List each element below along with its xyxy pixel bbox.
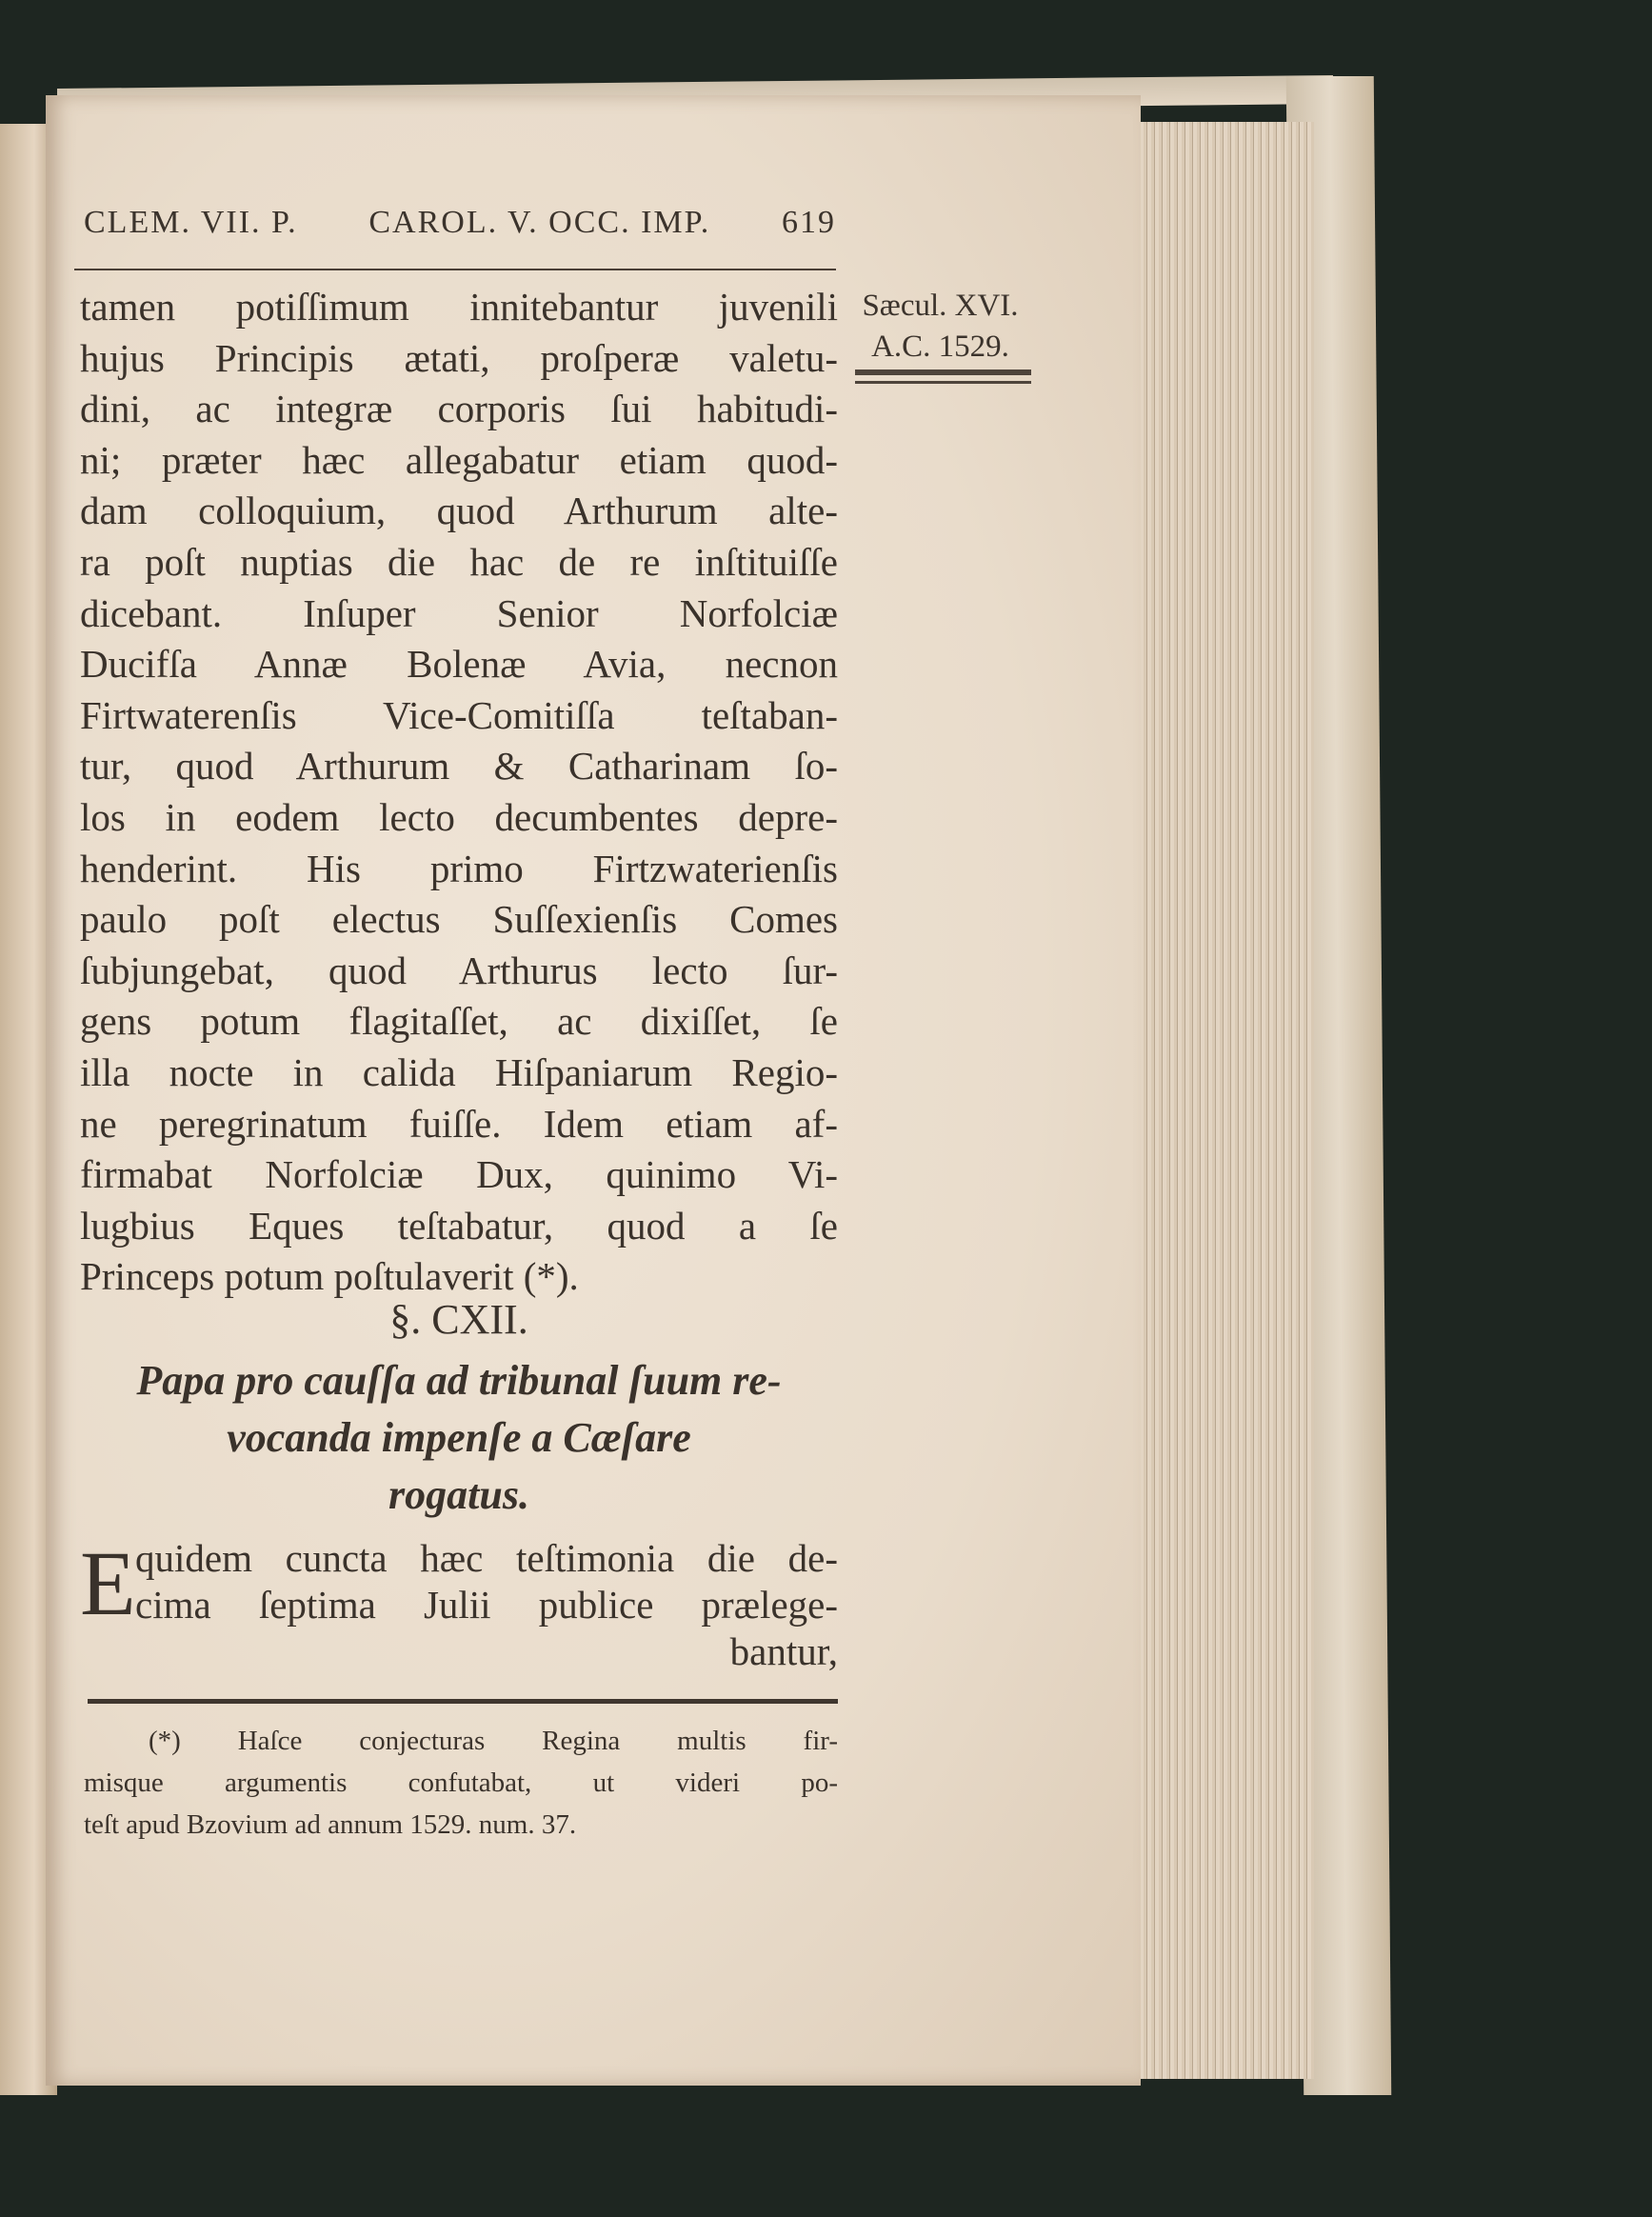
body-line: dicebant. Inſuper Senior Norfolciæ bbox=[80, 590, 838, 635]
body-line: Ducifſa Annæ Bolenæ Avia, necnon bbox=[80, 642, 838, 687]
footnote-line: misque argumentis confutabat, ut videri po- bbox=[84, 1768, 838, 1798]
body-line: illa nocte in calida Hiſpaniarum Regio- bbox=[80, 1049, 838, 1094]
margin-note bbox=[838, 282, 1043, 389]
footnote bbox=[84, 1720, 838, 1846]
body-line: los in eodem lecto decumbentes depre- bbox=[80, 794, 838, 839]
paragraph-line: cima ſeptima Julii publice prælege- bbox=[135, 1583, 838, 1627]
body-line: henderint. His primo Firtzwaterienſis bbox=[80, 846, 838, 890]
section-title bbox=[80, 1352, 838, 1524]
paragraph-line: bantur, bbox=[729, 1629, 838, 1673]
body-line: dini, ac integræ corporis ſui habitudi- bbox=[80, 387, 838, 431]
body-line: ra poſt nuptias die hac de re inſtituiſſe bbox=[80, 539, 838, 584]
drop-cap: E bbox=[80, 1532, 136, 1634]
footnote-line: teſt apud Bzovium ad annum 1529. num. 37. bbox=[84, 1809, 577, 1840]
page-fore-edge bbox=[1128, 122, 1314, 2079]
body-line: Princeps potum poſtulaverit (*). bbox=[80, 1254, 579, 1299]
body-line: tamen potiſſimum innitebantur juvenili bbox=[80, 285, 838, 329]
margin-century: Sæcul. XVI. bbox=[862, 289, 1019, 323]
margin-year: A.C. 1529. bbox=[871, 330, 1009, 364]
section-title-line: vocanda impenſe a Cæſare bbox=[227, 1414, 691, 1461]
running-head-left: CLEM. VII. P. bbox=[84, 205, 298, 240]
running-head bbox=[84, 205, 836, 241]
body-line: tur, quod Arthurum & Catharinam ſo- bbox=[80, 744, 838, 789]
body-line: firmabat Norfolciæ Dux, quinimo Vi- bbox=[80, 1152, 838, 1197]
body-line: lugbius Eques teſtabatur, quod a ſe bbox=[80, 1203, 838, 1248]
body-line: paulo poſt electus Suſſexienſis Comes bbox=[80, 897, 838, 942]
body-line: gens potum flagitaſſet, ac dixiſſet, ſe bbox=[80, 999, 838, 1044]
body-line: hujus Principis ætati, proſperæ valetu- bbox=[80, 335, 838, 380]
paragraph bbox=[80, 1532, 838, 1675]
section-title-line: Papa pro cauſſa ad tribunal ſuum re- bbox=[136, 1357, 782, 1404]
page-number: 619 bbox=[781, 205, 836, 240]
margin-rule bbox=[855, 381, 1031, 384]
body-line: dam colloquium, quod Arthurum alte- bbox=[80, 489, 838, 533]
body-line: ſubjungebat, quod Arthurus lecto ſur- bbox=[80, 948, 838, 992]
body-line: ni; præter hæc allegabatur etiam quod- bbox=[80, 437, 838, 482]
body-line: ne peregrinatum fuiſſe. Idem etiam af- bbox=[80, 1101, 838, 1146]
running-head-center: CAROL. V. OCC. IMP. bbox=[368, 205, 711, 240]
footnote-line: (*) Haſce conjecturas Regina multis fir- bbox=[149, 1726, 838, 1756]
footnote-rule bbox=[88, 1699, 838, 1704]
paragraph-line: quidem cuncta hæc teſtimonia die de- bbox=[135, 1536, 838, 1580]
section-title-line: rogatus. bbox=[388, 1471, 529, 1518]
header-rule bbox=[74, 269, 836, 270]
body-text bbox=[80, 282, 838, 1303]
body-line: Firtwaterenſis Vice-Comitiſſa teſtaban- bbox=[80, 692, 838, 737]
margin-rule bbox=[855, 370, 1031, 375]
section-number: §. CXII. bbox=[389, 1296, 528, 1343]
